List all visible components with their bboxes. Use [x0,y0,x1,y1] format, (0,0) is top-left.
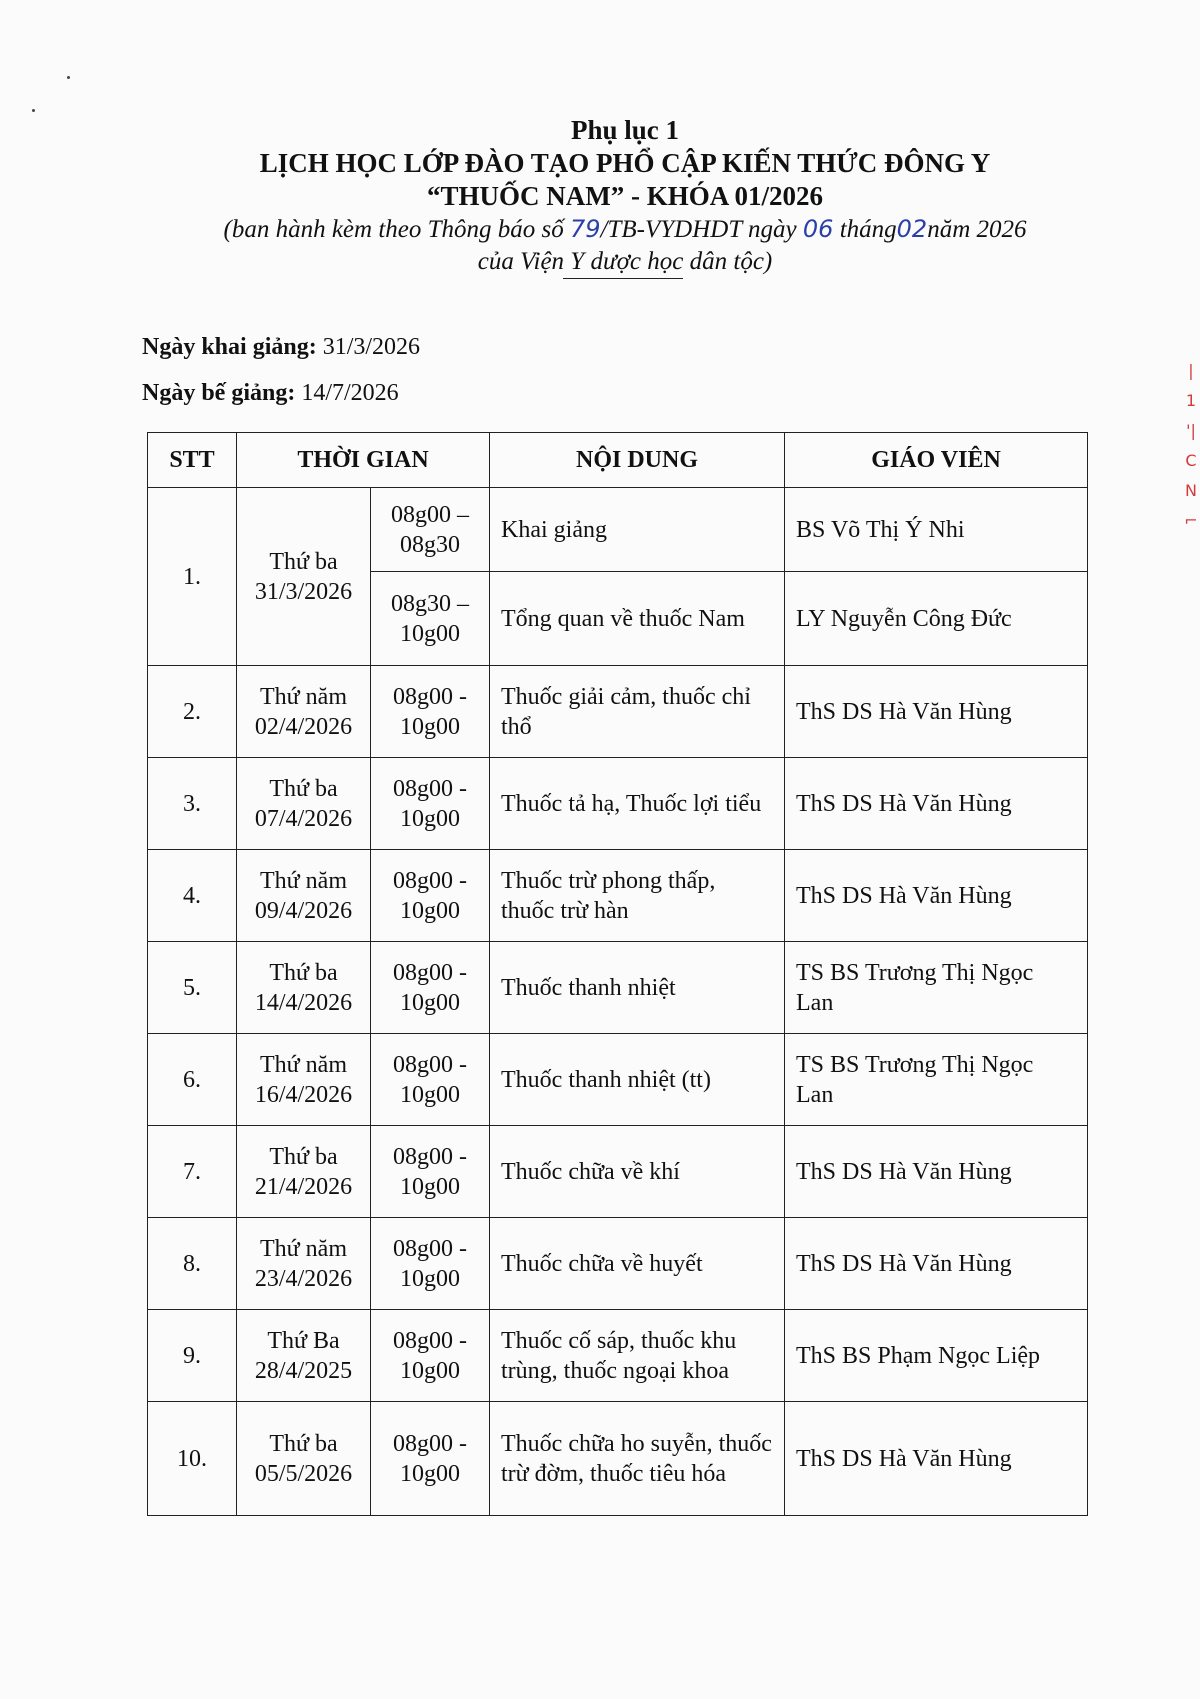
table-row [148,1218,1088,1310]
session-teacher: ThS DS Hà Văn Hùng [785,758,1088,850]
issuance-note [0,213,1200,246]
header-time: THỜI GIAN [237,433,490,488]
document-subtitle: “THUỐC NAM” - KHÓA 01/2026 [427,181,823,211]
session-content: Thuốc trừ phong thấp, thuốc trừ hàn [490,850,785,942]
session-date: 07/4/2026 [254,805,353,832]
row-number: 4. [148,850,237,942]
session-content: Thuốc cố sáp, thuốc khu trùng, thuốc ngoại khoa [490,1310,785,1402]
issuance-prefix: (ban hành kèm theo Thông báo số [223,216,570,243]
session-time: 08g00 - 10g00 [371,1218,490,1310]
row-number: 6. [148,1034,237,1126]
closing-date-value: 14/7/2026 [295,380,399,406]
opening-date-value: 31/3/2026 [316,334,421,360]
session-date: 05/5/2026 [254,1460,353,1487]
handwritten-month: 02 [896,215,928,243]
table-row [148,1402,1088,1516]
margin-stamp-marks: | 1 '| C N ⌐ [1184,361,1198,530]
header-rule [563,278,683,279]
closing-date [142,380,399,407]
session-time: 08g00 - 10g00 [371,850,490,942]
session-day-cell [237,942,371,1034]
weekday: Thứ Ba [267,1327,340,1354]
row-number: 3. [148,758,237,850]
weekday: Thứ năm [260,1051,347,1078]
session-content: Thuốc chữa ho suyễn, thuốc trừ đờm, thuốc tiêu hóa [490,1402,785,1516]
row-number: 8. [148,1218,237,1310]
session-content: Thuốc chữa về huyết [490,1218,785,1310]
session-date: 14/4/2026 [254,989,353,1016]
session-teacher: BS Võ Thị Ý Nhi [785,488,1088,572]
session-time: 08g00 – 08g30 [371,488,490,572]
weekday: Thứ năm [260,683,347,710]
issuance-mid-1: /TB-VYDHDT ngày [600,216,803,243]
session-content: Khai giảng [490,488,785,572]
row-number: 9. [148,1310,237,1402]
session-time: 08g00 - 10g00 [371,1402,490,1516]
scan-speck [32,109,35,112]
session-day-cell [237,666,371,758]
document-header [0,114,1200,278]
table-row [148,942,1088,1034]
session-date: 31/3/2026 [254,578,353,605]
session-date: 21/4/2026 [254,1173,353,1200]
session-time: 08g00 - 10g00 [371,1310,490,1402]
weekday: Thứ năm [260,1235,347,1262]
opening-date [142,334,420,361]
session-teacher: ThS DS Hà Văn Hùng [785,1402,1088,1516]
session-time: 08g00 - 10g00 [371,942,490,1034]
session-teacher: ThS DS Hà Văn Hùng [785,850,1088,942]
session-day-cell [237,1402,371,1516]
session-teacher: ThS DS Hà Văn Hùng [785,666,1088,758]
session-teacher: ThS BS Phạm Ngọc Liệp [785,1310,1088,1402]
session-time: 08g00 - 10g00 [371,1034,490,1126]
session-content: Tổng quan về thuốc Nam [490,572,785,666]
session-teacher: ThS DS Hà Văn Hùng [785,1218,1088,1310]
schedule-body [148,488,1088,1516]
session-day-cell [237,1310,371,1402]
session-teacher: TS BS Trương Thị Ngọc Lan [785,1034,1088,1126]
opening-date-label: Ngày khai giảng: [142,334,317,360]
table-row [148,666,1088,758]
session-content: Thuốc tả hạ, Thuốc lợi tiểu [490,758,785,850]
session-time: 08g00 - 10g00 [371,1126,490,1218]
table-row [148,758,1088,850]
header-teacher: GIÁO VIÊN [785,433,1088,488]
row-number: 10. [148,1402,237,1516]
session-content: Thuốc giải cảm, thuốc chỉ thổ [490,666,785,758]
closing-date-label: Ngày bế giảng: [142,380,296,406]
row-number: 5. [148,942,237,1034]
table-row [148,850,1088,942]
weekday: Thứ năm [260,867,347,894]
session-day-cell [237,1218,371,1310]
weekday: Thứ ba [269,959,338,986]
weekday: Thứ ba [269,1143,338,1170]
session-date: 09/4/2026 [254,897,353,924]
table-row [148,1034,1088,1126]
session-day-cell [237,758,371,850]
table-row [148,1126,1088,1218]
issuance-suffix: năm 2026 [927,216,1027,243]
session-date: 02/4/2026 [254,713,353,740]
scan-speck [67,76,70,79]
session-time: 08g30 – 10g00 [371,572,490,666]
session-day-cell [237,1126,371,1218]
table-header-row [148,433,1088,488]
session-content: Thuốc thanh nhiệt (tt) [490,1034,785,1126]
session-content: Thuốc chữa về khí [490,1126,785,1218]
table-row [148,1310,1088,1402]
session-day-cell [237,850,371,942]
session-time: 08g00 - 10g00 [371,758,490,850]
header-content: NỘI DUNG [490,433,785,488]
session-date: 28/4/2025 [254,1357,353,1384]
header-stt: STT [148,433,237,488]
session-date: 16/4/2026 [254,1081,353,1108]
schedule-table [147,432,1088,1516]
session-day-cell [237,1034,371,1126]
session-date: 23/4/2026 [254,1265,353,1292]
handwritten-doc-number: 79 [570,215,601,243]
session-teacher: LY Nguyễn Công Đức [785,572,1088,666]
issuance-mid-2: tháng [833,216,897,243]
handwritten-day: 06 [802,215,834,243]
session-teacher: ThS DS Hà Văn Hùng [785,1126,1088,1218]
session-time: 08g00 - 10g00 [371,666,490,758]
issuing-institute: của Viện Y dược học dân tộc) [477,248,773,275]
appendix-label: Phụ lục 1 [570,115,680,145]
weekday: Thứ ba [269,548,338,575]
weekday: Thứ ba [269,1430,338,1457]
row-number: 1. [148,488,237,666]
session-content: Thuốc thanh nhiệt [490,942,785,1034]
row-number: 7. [148,1126,237,1218]
row-number: 2. [148,666,237,758]
session-teacher: TS BS Trương Thị Ngọc Lan [785,942,1088,1034]
session-day-cell [237,488,371,666]
weekday: Thứ ba [269,775,338,802]
table-row [148,488,1088,572]
document-title: LỊCH HỌC LỚP ĐÀO TẠO PHỔ CẬP KIẾN THỨC ĐÔNG Y [259,148,991,178]
